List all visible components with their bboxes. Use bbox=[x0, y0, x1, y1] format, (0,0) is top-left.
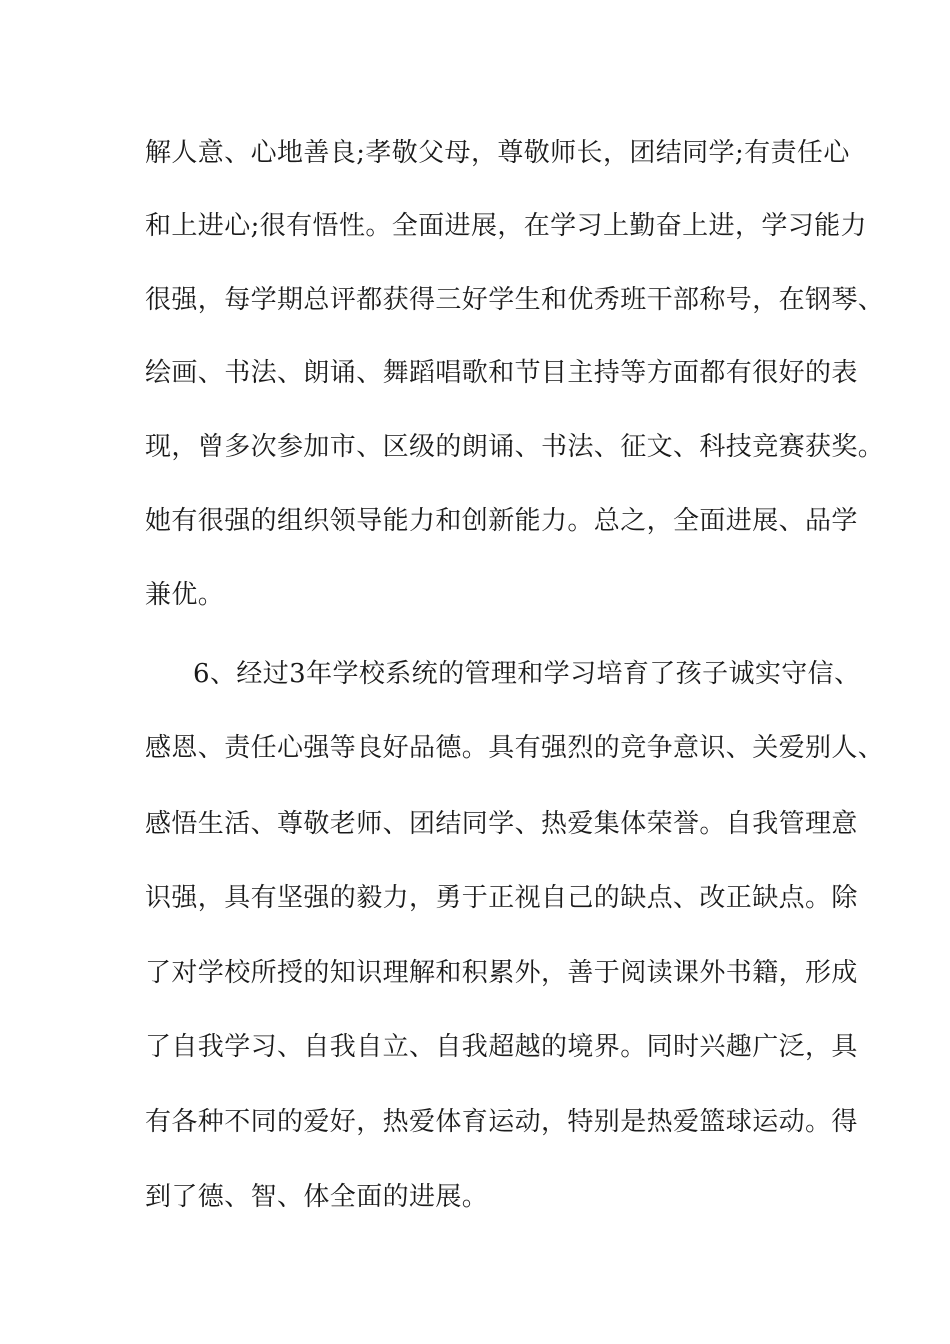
text-line: 她有很强的组织领导能力和创新能力。总之，全面进展、品学 bbox=[145, 506, 858, 536]
text-line: 了对学校所授的知识理解和积累外，善于阅读课外书籍，形成 bbox=[145, 958, 858, 988]
text-line: 到了德、智、体全面的进展。 bbox=[145, 1182, 489, 1212]
text-line: 解人意、心地善良;孝敬父母，尊敬师长，团结同学;有责任心 bbox=[145, 138, 850, 168]
text-line: 了自我学习、自我自立、自我超越的境界。同时兴趣广泛，具 bbox=[145, 1032, 858, 1062]
text-line: 感悟生活、尊敬老师、团结同学、热爱集体荣誉。自我管理意 bbox=[145, 809, 858, 839]
text-line: 兼优。 bbox=[145, 580, 225, 610]
text-line: 识强，具有坚强的毅力，勇于正视自己的缺点、改正缺点。除 bbox=[145, 883, 858, 913]
text-line: 感恩、责任心强等良好品德。具有强烈的竞争意识、关爱别人、 bbox=[145, 733, 885, 763]
text-line: 绘画、书法、朗诵、舞蹈唱歌和节目主持等方面都有很好的表 bbox=[145, 358, 858, 388]
text-line: 6、经过3年学校系统的管理和学习培育了孩子诚实守信、 bbox=[193, 659, 861, 689]
text-line: 很强，每学期总评都获得三好学生和优秀班干部称号，在钢琴、 bbox=[145, 285, 885, 315]
text-line: 和上进心;很有悟性。全面进展，在学习上勤奋上进，学习能力 bbox=[145, 211, 867, 241]
text-line: 有各种不同的爱好，热爱体育运动，特别是热爱篮球运动。得 bbox=[145, 1107, 858, 1137]
text-line: 现，曾多次参加市、区级的朗诵、书法、征文、科技竞赛获奖。 bbox=[145, 432, 885, 462]
